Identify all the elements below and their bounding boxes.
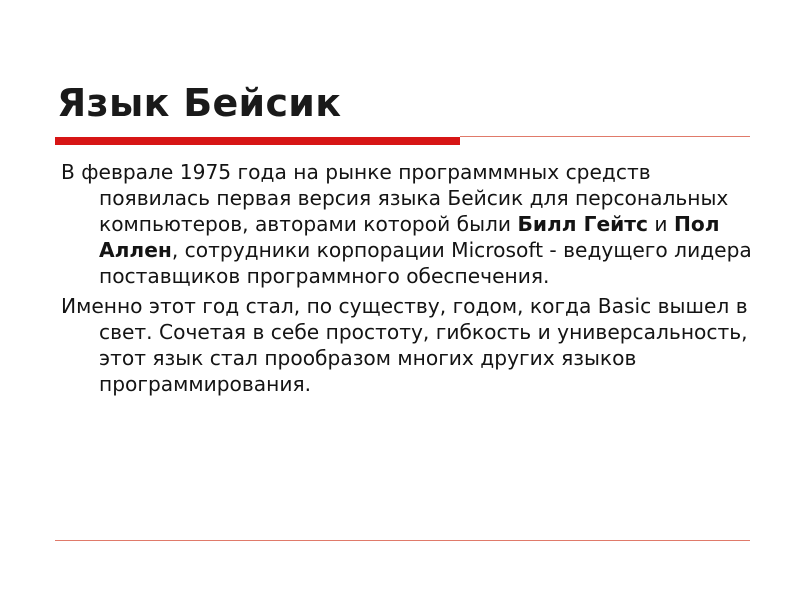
footer-rule — [55, 540, 750, 541]
paragraph-1-text-end: , сотрудники корпорации Microsoft - ведущего лидера поставщиков программного обеспечения. — [99, 238, 752, 288]
title-accent-bar — [55, 137, 460, 145]
paragraph-1-conjunction: и — [647, 212, 674, 236]
slide-body — [61, 159, 761, 397]
paragraph-2: Именно этот год стал, по существу, годом, когда Basic вышел в свет. Сочетая в себе простоту, гибкость и универсальность, этот язык стал прообразом многих других языков программирования. — [61, 294, 748, 396]
author-name-2: Пол Аллен — [99, 212, 720, 262]
author-name-1: Билл Гейтс — [517, 212, 648, 236]
paragraph-1-text-start: В феврале 1975 года на рынке программмных средств появилась первая версия языка Бейсик для персональных компьютеров, авторами которой были — [61, 160, 729, 236]
slide-title: Язык Бейсик — [57, 81, 342, 125]
paragraph-1 — [61, 159, 761, 289]
title-underline-rule — [460, 136, 750, 137]
